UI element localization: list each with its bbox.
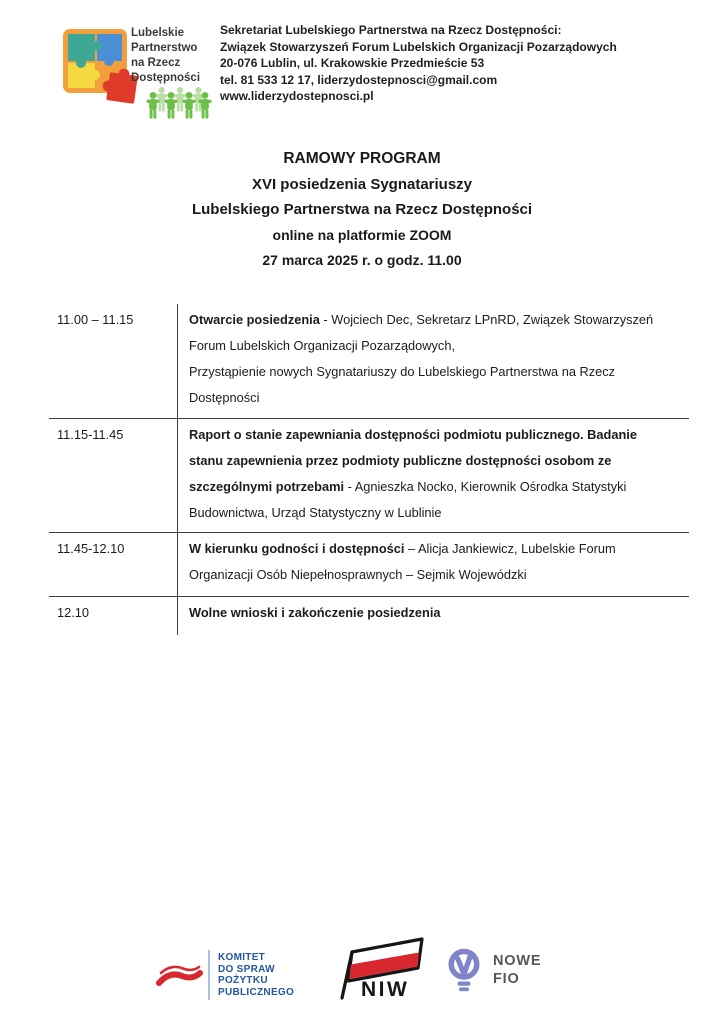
agenda-item-text [177, 304, 689, 418]
agenda-item-text [177, 419, 689, 532]
divider [208, 950, 210, 1000]
komitet-wordmark-line: PUBLICZNEGO [218, 986, 295, 998]
nowe-fio-wordmark-line: NOWE [493, 953, 542, 969]
nowe-fio-logo [444, 948, 541, 996]
agenda-item-title: Raport o stanie zapewniania dostępności podmiotu publicznego. Badanie stanu zapewnienia przez podmioty publiczne dostępności osobom ze szczególnymi potrzebami [189, 427, 637, 494]
secretariat-info [220, 22, 617, 105]
agenda-item-detail: Przystąpienie nowych Sygnatariuszy do Lubelskiego Partnerstwa na Rzecz Dostępności [189, 364, 616, 405]
secretariat-title: Sekretariat Lubelskiego Partnerstwa na Rzecz Dostępności: [220, 23, 562, 37]
agenda-item-title: Otwarcie posiedzenia [189, 312, 320, 327]
agenda-time: 11.45-12.10 [57, 541, 125, 556]
agenda-row [49, 596, 689, 635]
nowe-fio-wordmark-line: FIO [493, 970, 520, 987]
lightbulb-v-icon [444, 948, 484, 996]
agenda-item-title: Wolne wnioski i zakończenie posiedzenia [189, 605, 441, 620]
agenda-item-text [177, 597, 689, 635]
logo-wordmark-line: Partnerstwo [131, 42, 198, 54]
nowe-fio-wordmark [493, 953, 541, 988]
komitet-wordmark-line: KOMITET [218, 952, 266, 963]
program-title-line: online na platformie ZOOM [272, 226, 452, 243]
agenda-row [49, 532, 689, 596]
people-group-icon [146, 86, 212, 120]
program-title-line: RAMOWY PROGRAM [283, 150, 441, 167]
logo-wordmark-line: Dostępności [131, 72, 201, 84]
secretariat-line: www.liderzydostepnosci.pl [220, 89, 374, 103]
niw-waving-flag-icon [336, 936, 428, 1000]
logo-wordmark-line: Lubelskie [131, 27, 185, 39]
niw-label: NIW [361, 978, 410, 1000]
komitet-pozytku-logo [155, 946, 294, 1000]
agenda-item-text [177, 533, 689, 596]
logo-wordmark-line: na Rzecz [131, 57, 181, 69]
program-title-line: 27 marca 2025 r. o godz. 11.00 [262, 252, 462, 268]
agenda-table [49, 304, 689, 635]
secretariat-line: 20-076 Lublin, ul. Krakowskie Przedmieście 53 [220, 56, 485, 70]
agenda-time: 11.00 – 11.15 [57, 312, 134, 327]
agenda-time: 12.10 [57, 605, 90, 620]
logo-wordmark [131, 26, 200, 86]
komitet-wordmark-line: POŻYTKU [218, 975, 268, 986]
komitet-wordmark [218, 952, 294, 998]
agenda-item-detail: - Agnieszka Nocko, Kierownik Ośrodka Statystyki Budownictwa, Urząd Statystyczny w Lublinie [189, 479, 627, 520]
agenda-item-detail: – Alicja Jankiewicz, Lubelskie Forum Organizacji Osób Niepełnosprawnych – Sejmik Wojewódzki [189, 541, 616, 582]
secretariat-line: Związek Stowarzyszeń Forum Lubelskich Organizacji Pozarządowych [220, 39, 617, 54]
komitet-wordmark-line: DO SPRAW [218, 963, 275, 975]
secretariat-line: tel. 81 533 12 17, liderzydostepnosci@gmail.com [220, 72, 498, 87]
agenda-time: 11.15-11.45 [57, 427, 124, 442]
agenda-row [49, 418, 689, 532]
program-title [0, 146, 724, 274]
program-title-line: XVI posiedzenia Sygnatariuszy [251, 175, 473, 193]
program-title-line: Lubelskiego Partnerstwa na Rzecz Dostępności [191, 201, 533, 218]
agenda-item-title: W kierunku godności i dostępności [189, 541, 405, 556]
red-flag-swoosh-icon [155, 962, 203, 992]
agenda-item-detail: - Wojciech Dec, Sekretarz LPnRD, Związek Stowarzyszeń Forum Lubelskich Organizacji Pozarządowych, [189, 312, 654, 353]
agenda-row [49, 304, 689, 418]
secretariat-lines [220, 39, 617, 105]
